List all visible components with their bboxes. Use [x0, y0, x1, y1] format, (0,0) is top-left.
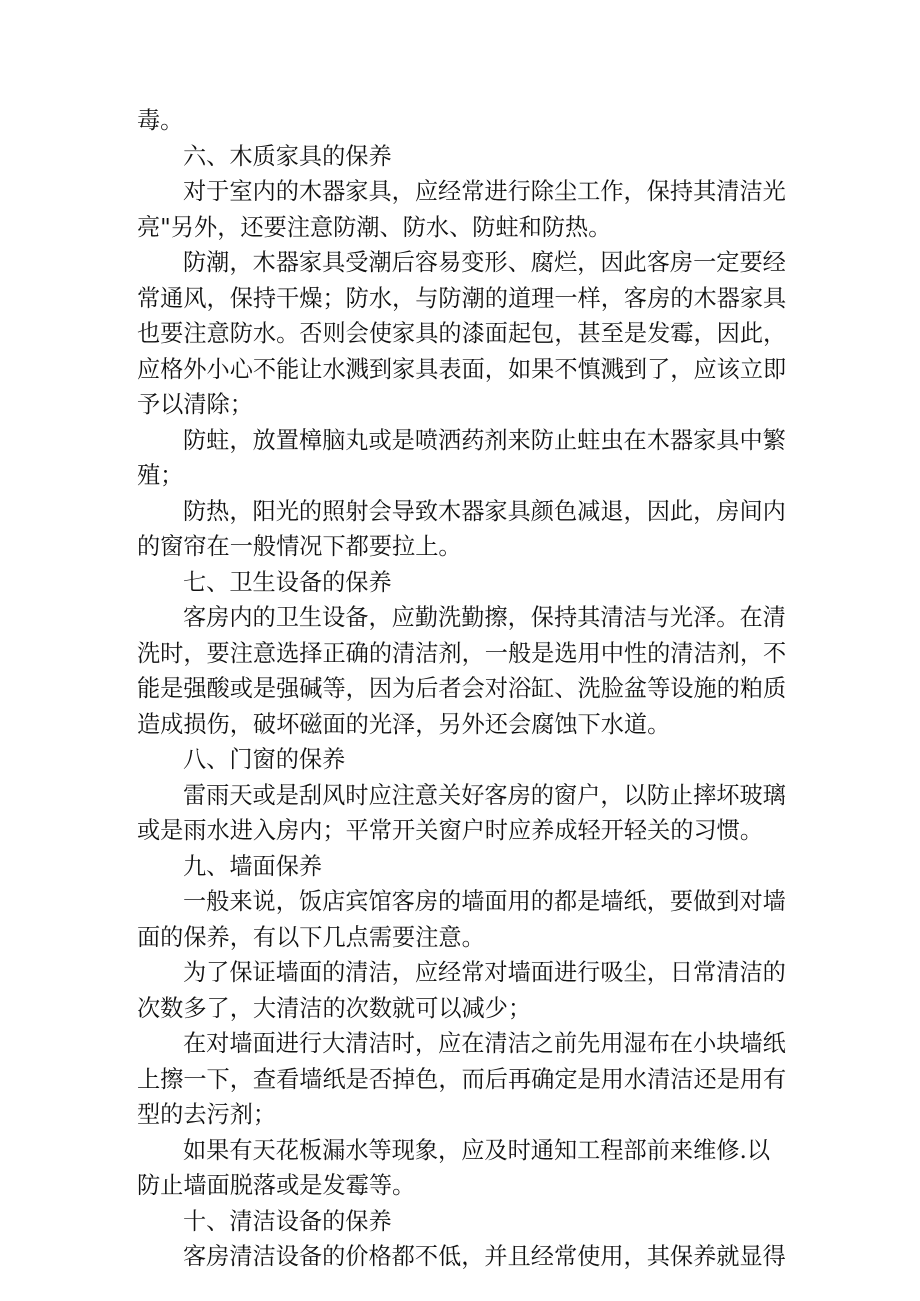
text-line: 的窗帘在一般情况下都要拉上。: [137, 533, 462, 560]
paragraph-first-line: 雷雨天或是刮风时应注意关好客房的窗户，以防止摔坏玻璃: [183, 781, 786, 809]
paragraph-first-line: 如果有天花板漏水等现象，应及时通知工程部前来维修.以: [183, 1136, 771, 1164]
text-line: 或是雨水进入房内；平常开关窗户时应养成轻开轻关的习惯。: [137, 817, 764, 844]
text-line: 也要注意防水。否则会使家具的漆面起包，甚至是发霉，因此，: [137, 320, 787, 347]
paragraph-first-line: 客房清洁设备的价格都不低，并且经常使用，其保养就显得: [183, 1243, 786, 1270]
text-line: 造成损伤，破坏磁面的光泽，另外还会腐蚀下水道。: [137, 710, 671, 738]
text-line: 洗时，要注意选择正确的清洁剂，一般是选用中性的清洁剂，不: [137, 639, 787, 667]
paragraph-first-line: 在对墙面进行大清洁时，应在清洁之前先用湿布在小块墙纸: [183, 1030, 786, 1057]
paragraph-first-line: 防蛀，放置樟脑丸或是喷洒药剂来防止蛀虫在木器家具中繁: [183, 426, 786, 454]
text-line: 予以清除；: [137, 391, 253, 418]
text-line: 上擦一下，查看墙纸是否掉色，而后再确定是用水清洁还是用有: [137, 1065, 787, 1093]
paragraph-first-line: 八、门窗的保养: [183, 746, 346, 773]
text-line: 面的保养，有以下几点需要注意。: [137, 923, 485, 951]
text-line: 型的去污剂；: [137, 1101, 277, 1128]
text-line: 能是强酸或是强碱等，因为后者会对浴缸、洗脸盆等设施的粕质: [137, 675, 787, 702]
text-line: 次数多了，大清洁的次数就可以减少；: [137, 994, 532, 1022]
text-line: 毒。: [137, 107, 184, 134]
paragraph-first-line: 对于室内的木器家具，应经常进行除尘工作，保持其清洁光: [183, 178, 786, 205]
paragraph-first-line: 为了保证墙面的清洁，应经常对墙面进行吸尘，日常清洁的: [183, 959, 786, 986]
text-line: 殖；: [137, 462, 184, 489]
text-line: 防止墙面脱落或是发霉等。: [137, 1172, 416, 1199]
document-body: [137, 103, 788, 1275]
text-line: 应格外小心不能让水溅到家具表面，如果不慎溅到了，应该立即: [137, 355, 787, 383]
paragraph-first-line: 防热，阳光的照射会导致木器家具颜色减退，因此，房间内: [183, 497, 786, 525]
paragraph-first-line: 一般来说，饭店宾馆客房的墙面用的都是墙纸，要做到对墙: [183, 888, 786, 915]
paragraph-first-line: 防潮，木器家具受潮后容易变形、腐烂，因此客房一定要经: [183, 249, 786, 276]
text-line: 亮"另外，还要注意防潮、防水、防蛀和防热。: [137, 213, 612, 241]
text-line: 常通风，保持干燥；防水，与防潮的道理一样，客房的木器家具: [137, 284, 787, 312]
paragraph-first-line: 十、清洁设备的保养: [183, 1207, 392, 1235]
paragraph-first-line: 九、墙面保养: [183, 852, 323, 880]
paragraph-first-line: 客房内的卫生设备，应勤洗勤擦，保持其清洁与光泽。在清: [183, 604, 786, 631]
paragraph-first-line: 六、木质家具的保养: [183, 142, 392, 170]
paragraph-first-line: 七、卫生设备的保养: [183, 568, 392, 596]
